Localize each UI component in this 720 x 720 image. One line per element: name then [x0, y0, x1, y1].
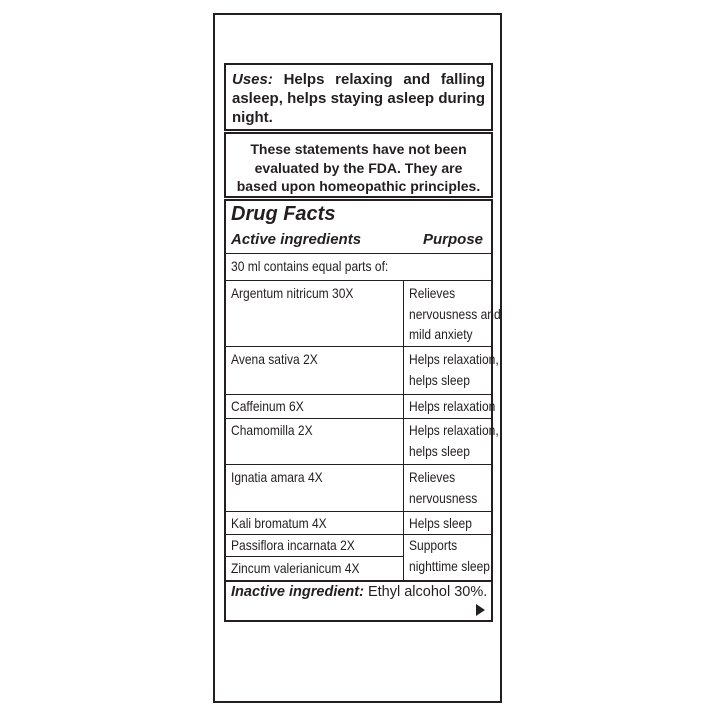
ingredient-name: Chamomilla 2X — [231, 422, 313, 438]
drug-facts-header — [226, 201, 491, 254]
purpose-heading: Purpose — [422, 231, 483, 248]
purpose-line: Relieves — [409, 285, 456, 301]
table-row — [226, 465, 491, 512]
ingredient-name: Passiflora incarnata 2X — [231, 537, 355, 553]
ingredient-name: Argentum nitricum 30X — [231, 285, 354, 301]
table-row — [226, 347, 499, 395]
purpose-line: Helps relaxation — [409, 398, 496, 414]
active-ingredients-heading: Active ingredients — [231, 231, 362, 248]
purpose-line: Helps relaxation, — [409, 422, 499, 438]
purpose-line: nighttime sleep — [409, 557, 490, 574]
purpose-line: mild anxiety — [409, 326, 473, 342]
table-row — [226, 512, 491, 535]
table-row — [226, 395, 496, 419]
ingredient-name: Avena sativa 2X — [231, 351, 318, 367]
purpose-line: Helps relaxation, — [409, 351, 499, 367]
ingredient-name: Kali bromatum 4X — [231, 515, 327, 531]
uses-text: Helps relaxing and falling asleep, helps staying asleep during night. — [232, 71, 485, 126]
inactive-label: Inactive ingredient: — [231, 584, 364, 600]
inactive-text: Ethyl alcohol 30%. — [363, 584, 488, 600]
contains-row — [226, 254, 491, 281]
uses-label: Uses: — [232, 71, 273, 88]
ingredient-name: Caffeinum 6X — [231, 398, 304, 414]
drug-facts-panel — [224, 199, 501, 622]
purpose-line: nervousness and — [409, 305, 501, 322]
purpose-line: helps sleep — [409, 442, 470, 459]
fda-statement: These statements have not been evaluated by the FDA. They are based upon homeopathic principles. — [236, 141, 481, 194]
fda-disclaimer-panel — [224, 132, 493, 198]
ingredient-name: Ignatia amara 4X — [231, 469, 323, 485]
continue-arrow-icon — [476, 604, 485, 616]
purpose-line: Helps sleep — [409, 515, 472, 531]
purpose-line: helps sleep — [409, 371, 470, 388]
purpose-line: nervousness — [409, 489, 478, 506]
contains-text: 30 ml contains equal parts of: — [231, 258, 389, 274]
uses-panel — [224, 63, 493, 131]
table-row — [226, 281, 501, 347]
inactive-ingredient — [231, 584, 487, 600]
drug-facts-title: Drug Facts — [231, 203, 336, 225]
table-row — [226, 535, 491, 582]
ingredient-name: Zincum valerianicum 4X — [231, 560, 360, 576]
purpose-line: Supports — [409, 537, 458, 553]
table-row — [226, 419, 499, 465]
purpose-line: Relieves — [409, 469, 456, 485]
